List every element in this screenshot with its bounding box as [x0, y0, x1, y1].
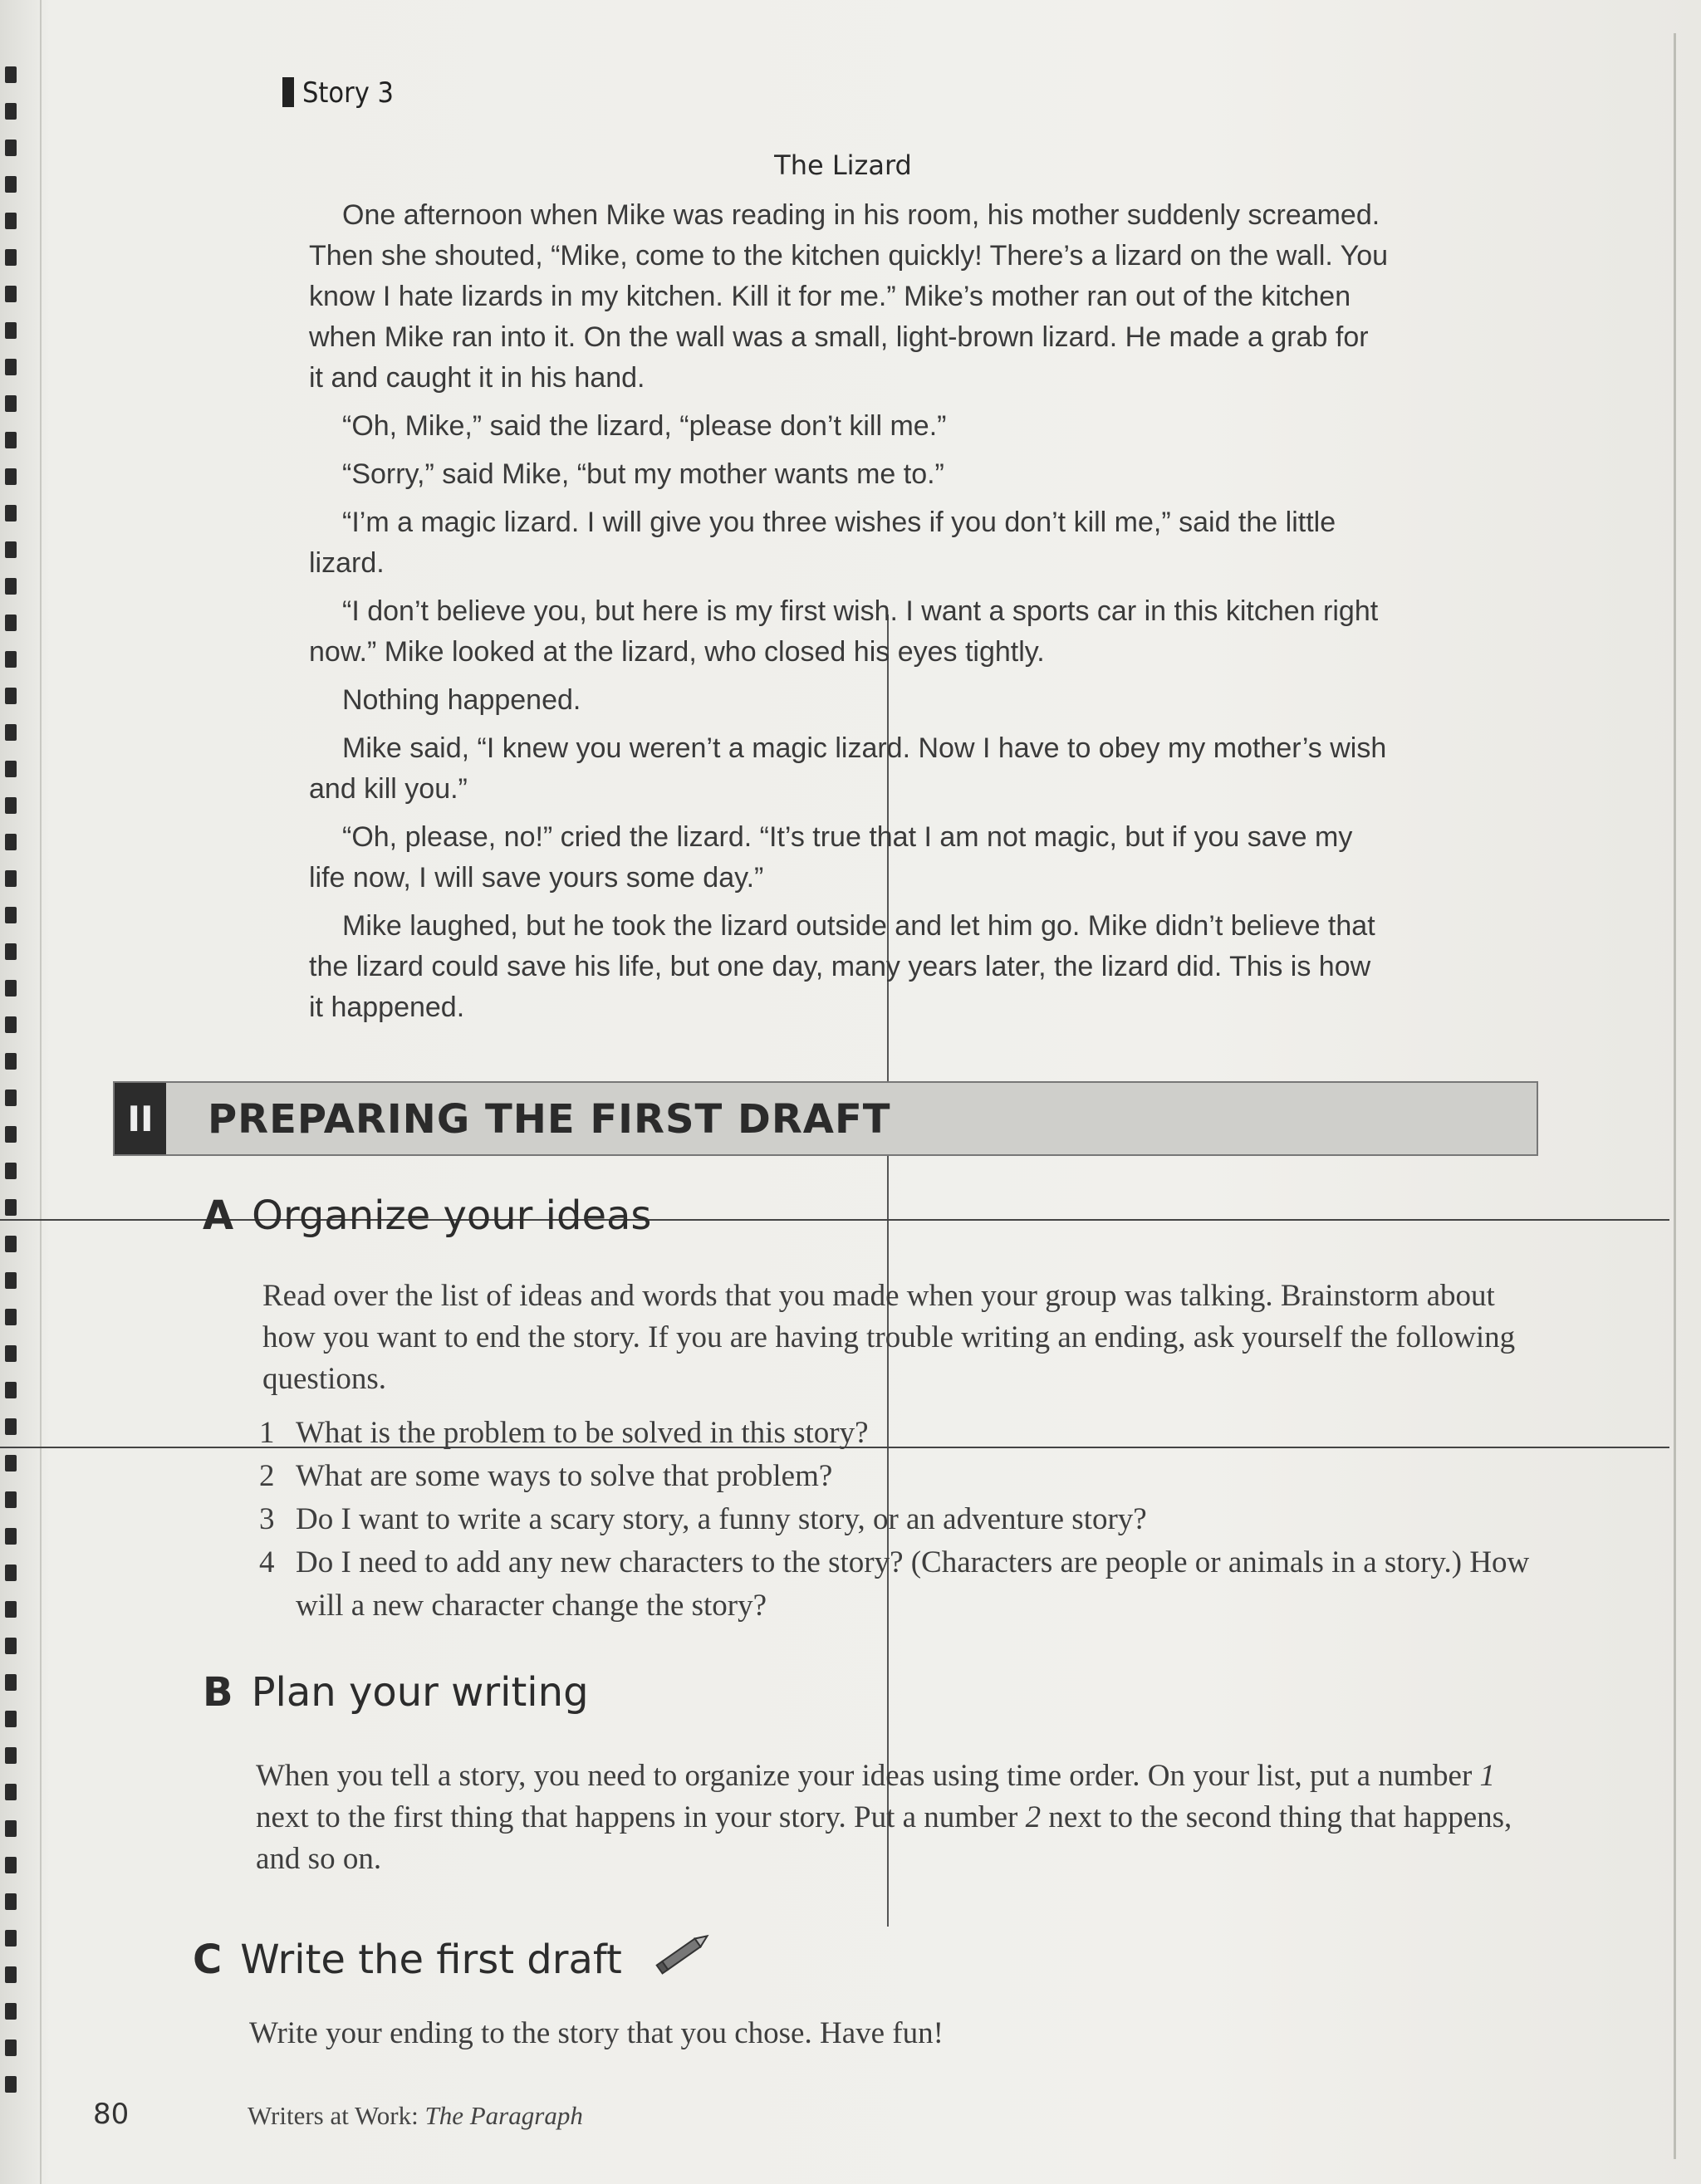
binding-hole	[5, 1126, 17, 1143]
story-title: The Lizard	[774, 149, 912, 181]
plan-paragraph	[256, 1756, 1535, 1880]
page-edge	[1674, 33, 1676, 2159]
heading-draft	[193, 1927, 716, 1983]
binding-hole	[5, 943, 17, 960]
book-title-italic: The Paragraph	[424, 2101, 583, 2130]
binding-hole	[5, 1601, 17, 1618]
plan-text-part: next to the second thing that happens, and so on.	[256, 1800, 1512, 1876]
plan-number: 1	[1479, 1759, 1496, 1793]
binding-hole	[5, 761, 17, 777]
binding-hole	[5, 359, 17, 375]
page-number: 80	[93, 2098, 130, 2131]
pencil-icon	[650, 1927, 716, 1980]
heading-text: Organize your ideas	[252, 1192, 652, 1239]
book-title	[248, 2101, 583, 2131]
item-number: 1	[259, 1416, 275, 1450]
plan-text	[256, 1756, 1535, 1880]
binding-hole	[5, 1309, 17, 1325]
binding-hole	[5, 213, 17, 229]
draft-text	[249, 2013, 1528, 2054]
binding-hole	[5, 797, 17, 814]
organize-intro	[262, 1276, 1542, 1400]
binding-hole	[5, 1418, 17, 1435]
binding-hole	[5, 1163, 17, 1179]
binding-hole	[5, 322, 17, 339]
heading-text: Write the first draft	[240, 1937, 622, 1983]
binding-hole	[5, 1090, 17, 1106]
heading-organize	[203, 1192, 651, 1239]
story-body	[309, 195, 1389, 1036]
story-paragraph: Mike said, “I knew you weren’t a magic lizard. Now I have to obey my mother’s wish and kill you.”	[309, 732, 1387, 805]
binding-hole	[5, 468, 17, 485]
binding-hole	[5, 2003, 17, 2020]
binding-hole	[5, 249, 17, 266]
binding-hole	[5, 1747, 17, 1764]
binding-hole	[5, 907, 17, 923]
item-text: Do I want to write a scary story, a funny story, or an adventure story?	[296, 1502, 1147, 1536]
binding-hole	[5, 1966, 17, 1983]
binding-hole	[5, 651, 17, 668]
margin-line	[40, 0, 42, 2184]
spiral-binding	[5, 66, 23, 2109]
section-title: PREPARING THE FIRST DRAFT	[208, 1096, 891, 1143]
binding-hole	[5, 432, 17, 448]
item-number: 2	[259, 1459, 275, 1493]
binding-hole	[5, 1674, 17, 1691]
binding-hole	[5, 1491, 17, 1508]
binding-hole	[5, 395, 17, 412]
binding-hole	[5, 1528, 17, 1545]
binding-hole	[5, 66, 17, 83]
story-label-text: Story 3	[302, 76, 394, 110]
list-item	[259, 1412, 1538, 1455]
binding-hole	[5, 286, 17, 302]
binding-hole	[5, 1345, 17, 1362]
question-list	[259, 1412, 1538, 1628]
item-number: 3	[259, 1502, 275, 1536]
story-paragraph: “I don’t believe you, but here is my first wish. I want a sports car in this kitchen right now.” Mike looked at the lizard, who closed his eyes tightly.	[309, 595, 1379, 668]
plan-number: 2	[1025, 1800, 1042, 1834]
plan-text-part: When you tell a story, you need to organize your ideas using time order. On your list, put a number	[256, 1759, 1480, 1793]
book-prefix: Writers at Work:	[248, 2101, 425, 2130]
binding-hole	[5, 870, 17, 887]
binding-hole	[5, 1199, 17, 1216]
story-paragraph: “I’m a magic lizard. I will give you three wishes if you don’t kill me,” said the little lizard.	[309, 507, 1336, 579]
list-item	[259, 1541, 1538, 1628]
story-paragraph: “Sorry,” said Mike, “but my mother wants me to.”	[342, 458, 944, 490]
binding-hole	[5, 688, 17, 704]
organize-intro-text: Read over the list of ideas and words that you made when your group was talking. Brainstorm about how you want to end the story. If you are having trouble writing an ending, ask yourself the following questions.	[262, 1279, 1516, 1396]
binding-hole	[5, 103, 17, 120]
binding-hole	[5, 1857, 17, 1873]
binding-hole	[5, 1016, 17, 1033]
binding-hole	[5, 1711, 17, 1727]
heading-plan	[203, 1669, 589, 1716]
binding-hole	[5, 2040, 17, 2056]
draft-paragraph: Write your ending to the story that you chose. Have fun!	[249, 2016, 944, 2050]
story-paragraph: “Oh, Mike,” said the lizard, “please don’t kill me.”	[342, 410, 947, 442]
binding-hole	[5, 724, 17, 741]
binding-hole	[5, 834, 17, 850]
story-paragraph: “Oh, please, no!” cried the lizard. “It’s true that I am not magic, but if you save my life now, I will save yours some day.”	[309, 821, 1353, 894]
story-paragraph: Mike laughed, but he took the lizard outside and let him go. Mike didn’t believe that the lizard could save his life, but one day, many years later, the lizard did. This is how it happened.	[309, 910, 1375, 1023]
story-paragraph: Nothing happened.	[342, 684, 581, 716]
binding-hole	[5, 1236, 17, 1252]
item-text: What are some ways to solve that problem?	[296, 1459, 833, 1493]
list-item	[259, 1455, 1538, 1498]
heading-text: Plan your writing	[251, 1669, 589, 1716]
binding-hole	[5, 505, 17, 522]
heading-letter: C	[193, 1937, 223, 1983]
binding-hole	[5, 1455, 17, 1472]
binding-hole	[5, 578, 17, 595]
heading-letter: A	[203, 1192, 234, 1239]
item-number: 4	[259, 1545, 275, 1579]
binding-hole	[5, 1382, 17, 1398]
section-banner	[113, 1081, 1538, 1156]
story-label	[282, 76, 394, 110]
heading-letter: B	[203, 1669, 233, 1716]
binding-hole	[5, 2076, 17, 2093]
binding-hole	[5, 1820, 17, 1837]
story-paragraph: One afternoon when Mike was reading in his room, his mother suddenly screamed. Then she shouted, “Mike, come to the kitchen quickly! There’s a lizard on the wall. You know I hate lizards in my kitchen. Kill it for me.” Mike’s mother ran out of the kitchen when Mike ran into it. On the wall was a small, light-brown lizard. He made a grab for it and caught it in his hand.	[309, 199, 1389, 394]
binding-hole	[5, 1053, 17, 1070]
item-text: What is the problem to be solved in this story?	[296, 1416, 869, 1450]
binding-hole	[5, 1565, 17, 1581]
binding-hole	[5, 615, 17, 631]
binding-hole	[5, 1784, 17, 1800]
binding-hole	[5, 541, 17, 558]
binding-hole	[5, 1893, 17, 1910]
list-item	[259, 1498, 1538, 1541]
binding-hole	[5, 1272, 17, 1289]
item-text: Do I need to add any new characters to the story? (Characters are people or animals in a story.) How will a new character change the story?	[296, 1545, 1530, 1623]
label-bar-icon	[282, 77, 294, 107]
section-number: II	[115, 1083, 166, 1154]
binding-hole	[5, 1638, 17, 1654]
plan-text-part: next to the first thing that happens in your story. Put a number	[256, 1800, 1026, 1834]
binding-hole	[5, 980, 17, 997]
binding-hole	[5, 1930, 17, 1947]
